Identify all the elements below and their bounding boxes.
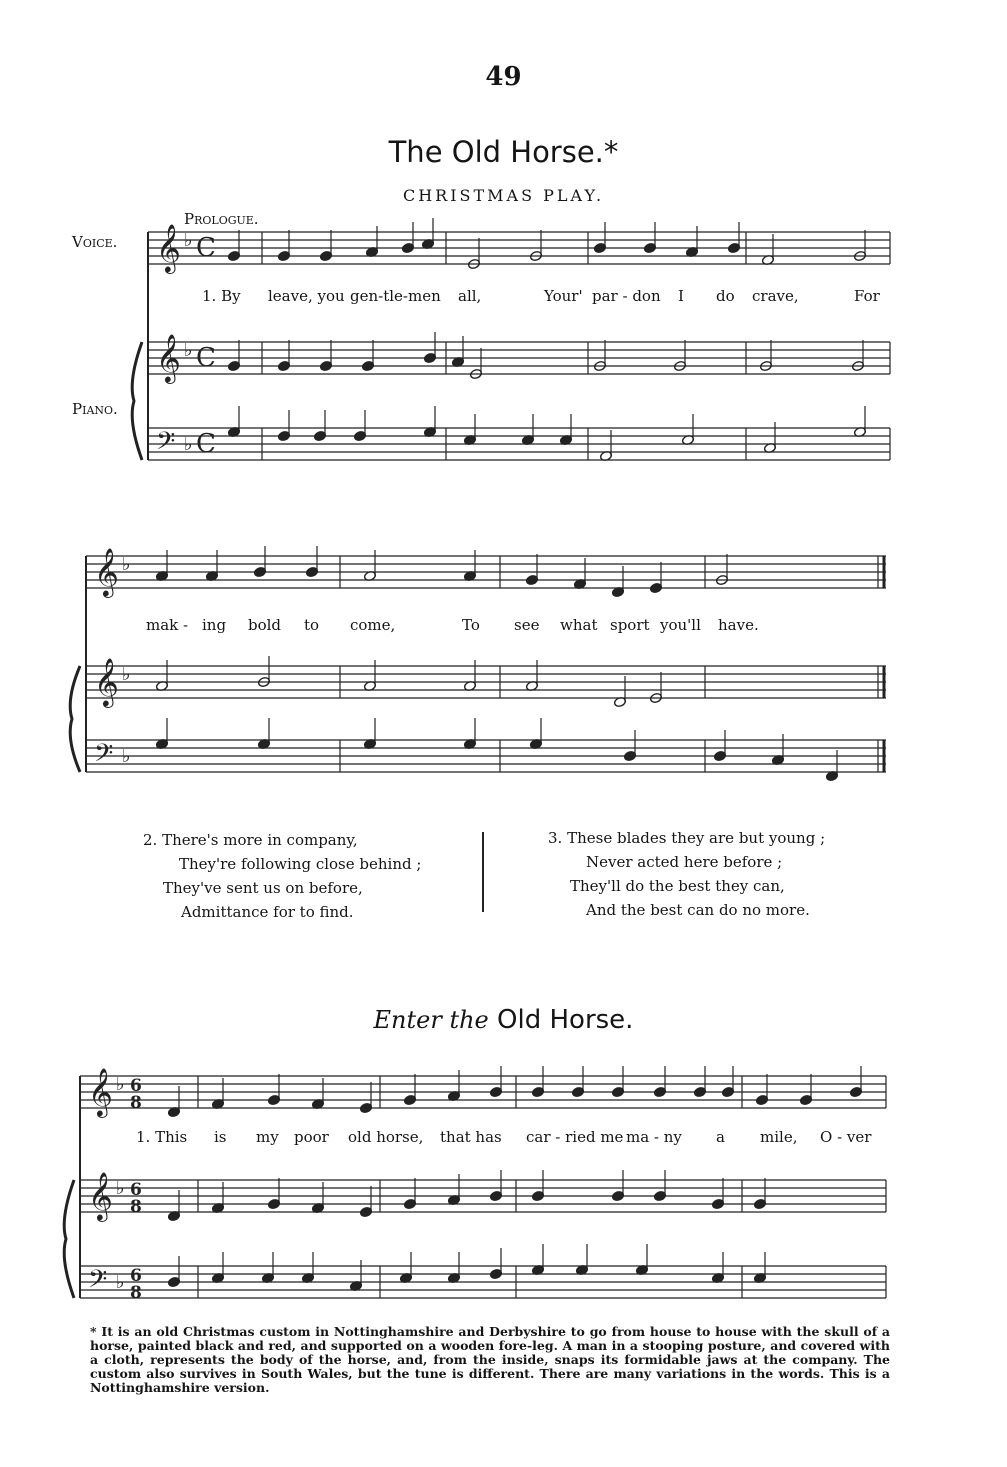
piano-brace xyxy=(70,666,80,772)
treble-clef-icon: 𝄞 xyxy=(156,333,181,382)
lyric-word: 1. By xyxy=(202,287,241,305)
lyric-word: crave, xyxy=(752,287,799,305)
bass-clef-icon: 𝄢 xyxy=(156,427,176,462)
flat-icon: ♭ xyxy=(116,1178,125,1199)
lyric-word: gen-tle-men xyxy=(350,287,441,305)
time-signature-bottom: 8 xyxy=(130,1093,142,1113)
flat-icon: ♭ xyxy=(116,1074,125,1095)
lyric-word: For xyxy=(854,287,880,305)
lyric-word: leave, you xyxy=(268,287,345,305)
lyric-word: ing xyxy=(202,616,227,634)
lyric-word: mile, xyxy=(760,1128,798,1146)
lyric-word: see xyxy=(514,616,540,634)
treble-clef-icon: 𝄞 xyxy=(94,547,119,596)
section-title-name: Old Horse. xyxy=(497,1005,634,1035)
lyric-word: ma - ny xyxy=(626,1128,682,1146)
lyric-word: sport xyxy=(610,616,650,634)
common-time-icon: C xyxy=(196,343,216,373)
lyric-word: to xyxy=(304,616,320,634)
verse-3 xyxy=(548,826,825,922)
treble-clef-icon: 𝄞 xyxy=(156,223,181,272)
time-signature-top: 6 xyxy=(130,1180,142,1200)
verse-line: 2. There's more in company, xyxy=(143,831,358,849)
treble-clef-icon: 𝄞 xyxy=(88,1171,113,1220)
flat-icon: ♭ xyxy=(122,746,131,767)
lyric-word: what xyxy=(560,616,598,634)
verse-line: They're following close behind ; xyxy=(179,855,422,873)
verse-line: Admittance for to find. xyxy=(181,903,354,921)
time-signature-bottom: 8 xyxy=(130,1197,142,1217)
verse-line: They'll do the best they can, xyxy=(570,877,785,895)
lyric-word: poor xyxy=(294,1128,329,1146)
flat-icon: ♭ xyxy=(116,1272,125,1293)
song-subtitle: CHRISTMAS PLAY. xyxy=(402,186,605,205)
lyric-word: a xyxy=(716,1128,725,1146)
section-title-prefix: Enter the xyxy=(373,1006,489,1034)
piano-label: Piano. xyxy=(72,400,118,418)
verse-line: 3. These blades they are but young ; xyxy=(548,829,826,847)
verse-line: They've sent us on before, xyxy=(163,879,363,897)
lyric-word: bold xyxy=(248,616,282,634)
lyric-word: O - ver xyxy=(820,1128,872,1146)
lyric-word: have. xyxy=(718,616,759,634)
verse-line: Never acted here before ; xyxy=(586,853,783,871)
page-number: 49 xyxy=(485,62,522,92)
lyric-word: come, xyxy=(350,616,396,634)
time-signature-top: 6 xyxy=(130,1076,142,1096)
lyric-word: my xyxy=(256,1128,279,1146)
flat-icon: ♭ xyxy=(122,554,131,575)
lyric-word: old horse, xyxy=(348,1128,424,1146)
treble-clef-icon: 𝄞 xyxy=(88,1067,113,1116)
lyric-word: 1. This xyxy=(136,1128,188,1146)
treble-clef-icon: 𝄞 xyxy=(94,657,119,706)
lyric-word: par - don xyxy=(592,287,661,305)
flat-icon: ♭ xyxy=(184,340,193,361)
lyric-word: To xyxy=(462,616,480,634)
prologue-label: Prologue. xyxy=(184,210,259,228)
lyric-word: I xyxy=(678,287,684,305)
flat-icon: ♭ xyxy=(184,230,193,251)
flat-icon: ♭ xyxy=(122,664,131,685)
lyric-word: do xyxy=(716,287,735,305)
verse-divider xyxy=(482,832,484,912)
bass-clef-icon: 𝄢 xyxy=(94,739,114,774)
common-time-icon: C xyxy=(196,233,216,263)
common-time-icon: C xyxy=(196,429,216,459)
voice-label: Voice. xyxy=(72,233,118,251)
lyric-word: that has xyxy=(440,1128,502,1146)
section-title xyxy=(0,1005,1007,1035)
lyric-word: car - ried me xyxy=(526,1128,624,1146)
time-signature-top: 6 xyxy=(130,1266,142,1286)
lyric-word: mak - xyxy=(146,616,189,634)
footnote: * It is an old Christmas custom in Nottinghamshire and Derbyshire to go from house to house with the skull of a horse, painted black and red, and supported on a wooden fore-leg. A man in a stooping posture, and covered with a cloth, represents the body of the horse, and, from the inside, snaps its formidable jaws at the company. The custom also survives in South Wales, but the tune is different. There are many variations in the words. This is a Nottinghamshire version. xyxy=(90,1324,890,1395)
piano-brace xyxy=(64,1180,74,1298)
song-title: The Old Horse.* xyxy=(388,135,619,169)
piano-brace xyxy=(132,342,142,460)
verse-line: And the best can do no more. xyxy=(586,901,810,919)
lyric-word: you'll xyxy=(660,616,701,634)
time-signature-bottom: 8 xyxy=(130,1283,142,1303)
flat-icon: ♭ xyxy=(184,434,193,455)
verse-2 xyxy=(143,828,421,924)
bass-clef-icon: 𝄢 xyxy=(88,1265,108,1300)
lyric-word: is xyxy=(214,1128,227,1146)
lyric-word: Your' xyxy=(544,287,583,305)
lyric-word: all, xyxy=(458,287,482,305)
